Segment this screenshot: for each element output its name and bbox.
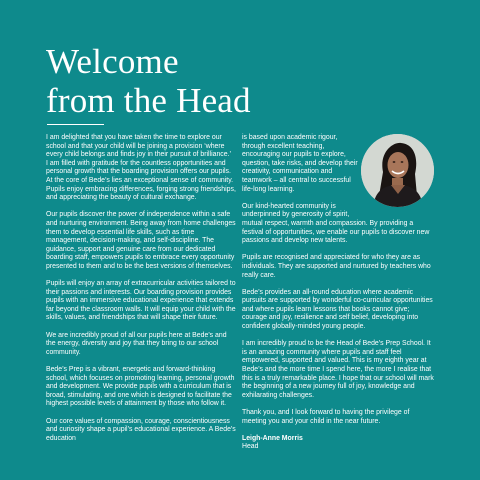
paragraph: Bede’s provides an all-round education where academic pursuits are supported by wonderful co-curricular opportunities and where pupils learn lessons that books cannot give; courage and joy, resilience and self belief, developing into confident globally-minded young people.: [242, 288, 433, 331]
title-line-2: from the Head: [46, 81, 251, 120]
signature: [242, 435, 434, 452]
paragraph: is based upon academic rigour, through excellent teaching, encouraging our pupils to explore, question, take risks, and develop their creativity, communication and teamwork – all central to successful life-long learning.: [242, 134, 358, 193]
left-column: [46, 134, 236, 452]
paragraph-start: Our kind-hearted community is underpinned by generosity of spirit,: [242, 202, 350, 219]
paragraph: I am incredibly proud to be the Head of Bede’s Prep School. It is an amazing community where pupils and staff feel empowered, supported and valued. This is my eighth year at Bede’s and the more time I spend here, the more I realise that this is a truly remarkable place. I hope that our school will mark the beginning of a new journey full of joy, knowledge and exhilarating challenges.: [242, 340, 434, 399]
page-title: [46, 42, 251, 120]
paragraph: Our pupils discover the power of independence within a safe and nurturing environment. Being away from home challenges them to develop essential life skills, such as time management, decision-making, and self-discipline. The guidance, support and genuine care from our dedicated boarding staff, empowers pupils to embrace every opportunity presented to them and to be the best versions of themselves.: [46, 211, 236, 270]
paragraph: [242, 203, 434, 246]
paragraph: Bede’s Prep is a vibrant, energetic and forward-thinking school, which focuses on promoting learning, personal growth and development. We provide pupils with a curriculum that is broad, stimulating, and one which is designed to facilitate the highest possible levels of attainment by those who follow it.: [46, 366, 235, 408]
paragraph: Pupils will enjoy an array of extracurricular activities tailored to their passions and interests. Our boarding provision provides pupils with an immersive educational experience that extends far beyond the classroom walls. It will equip your child with the skills, values, and friendships that will shape their future.: [46, 280, 236, 322]
signature-role: Head: [242, 443, 259, 451]
paragraph: I am filled with gratitude for the countless opportunities and personal growth that the boarding provision offers our pupils. At the core of Bede’s lies an exceptional sense of community. Pupils enjoy embracing differences, forging strong friendships, and appreciating the beauty of cultural exchange.: [46, 159, 236, 202]
paragraph-continuation: mutual respect, warmth and compassion. By providing a festival of opportunities, we enable our pupils to discover new passions and develop new talents.: [242, 219, 430, 245]
paragraph: Our core values of compassion, courage, conscientiousness and curiosity shape a pupil’s educational experience. A Bede’s education: [46, 417, 236, 442]
paragraph: I am delighted that you have taken the time to explore our school and that your child will be joining a provision ‘where every child belongs and finds joy in their pursuit of brilliance.’: [46, 134, 231, 159]
paragraph: Pupils are recognised and appreciated for who they are as individuals. They are supported and nurtured by teachers who really care.: [242, 254, 431, 279]
right-column: [242, 134, 434, 461]
title-underline: [47, 124, 104, 125]
signature-name: Leigh-Anne Morris: [242, 434, 303, 442]
paragraph: Thank you, and I look forward to having the privilege of meeting you and your child in the near future.: [242, 409, 410, 425]
title-line-1: Welcome: [46, 42, 179, 81]
paragraph: We are incredibly proud of all our pupils here at Bede’s and the energy, diversity and joy that they bring to our school community.: [46, 331, 227, 356]
